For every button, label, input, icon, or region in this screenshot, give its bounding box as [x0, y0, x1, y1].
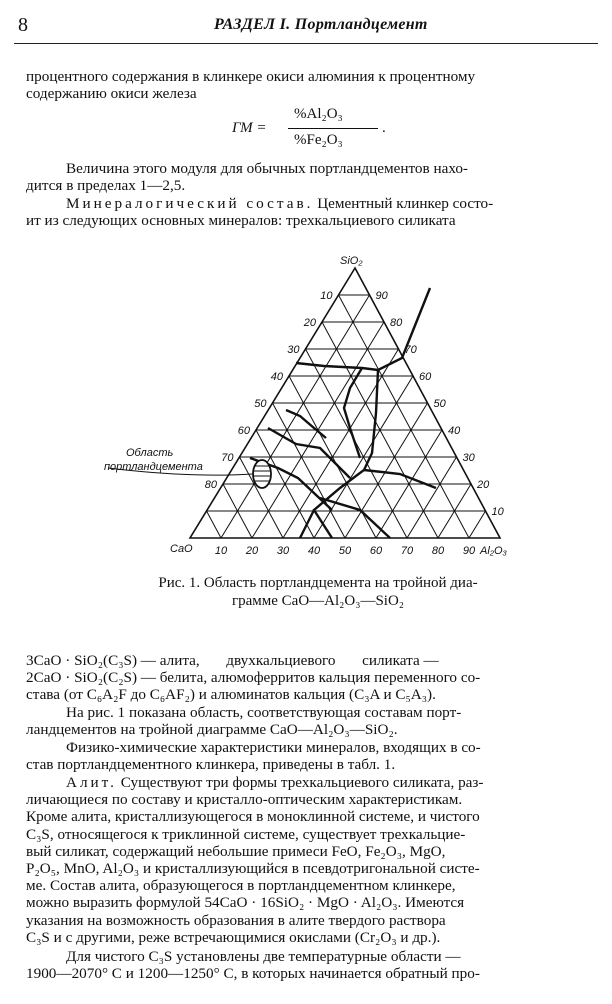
text-line: 2CaO · SiO₂(C₂S) — белита, алюмоферритов кальция переменного со-	[26, 669, 481, 687]
right-tick-label: 30	[462, 452, 475, 464]
left-tick-label: 20	[303, 317, 316, 329]
text-line	[26, 195, 594, 212]
formula-numerator: %Al₂O₃	[294, 106, 343, 122]
formula-period: .	[382, 120, 386, 136]
right-tick-label: 60	[419, 371, 432, 383]
portland-cement-area	[253, 460, 271, 488]
text-line: указания на возможность образования в алите твердого раствора	[26, 911, 446, 929]
grid-line	[283, 349, 399, 538]
text-line: става (от C₆A₂F до C₆AF₂) и алюминатов кальция (C₃A и C₅A₃).	[26, 686, 436, 704]
left-scale	[205, 290, 334, 491]
bottom-tick-label: 90	[462, 545, 476, 557]
right-tick-label: 20	[477, 479, 490, 491]
text-line: став портландцементного клинкера, приведены в табл. 1.	[26, 756, 396, 774]
text-line: содержанию окиси железа	[26, 85, 197, 103]
text-line: ит из следующих основных минералов: трехкальциевого силиката	[26, 212, 456, 230]
bottom-tick-label: 30	[276, 545, 290, 557]
right-tick-label: 70	[404, 344, 417, 356]
hydraulic-modulus-formula	[232, 104, 402, 156]
area-label-line1: Область	[126, 447, 174, 459]
bottom-tick-label: 50	[338, 545, 352, 557]
right-tick-label: 10	[491, 506, 504, 518]
text-line	[26, 774, 594, 791]
boundary-line	[296, 288, 430, 370]
left-tick-label: 30	[287, 344, 300, 356]
text-line: процентного содержания в клинкере окиси алюминия к процентному	[26, 68, 476, 85]
modulus-paragraph	[26, 160, 594, 194]
apex-label: SiO₂	[340, 255, 363, 267]
area-label-line2: портландцемента	[104, 461, 203, 473]
ternary-diagram-svg	[100, 248, 520, 568]
section-heading: Алит.	[66, 774, 117, 791]
left-tick-label: 40	[270, 371, 283, 383]
text-line: C₃S и с другими, реже встречающимися окислами (Cr₂O₃ и др.).	[26, 928, 441, 946]
caption-line: Рис. 1. Область портландцемента на тройной диа-	[158, 575, 478, 591]
section-heading: Минералогический состав.	[66, 195, 314, 212]
text-fragment: Цементный клинкер состо-	[313, 195, 494, 212]
right-tick-label: 50	[433, 398, 446, 410]
text-line: ме. Состав алита, образующегося в портландцементном клинкере,	[26, 877, 456, 895]
corner-label-cao: CaO	[170, 543, 193, 555]
left-tick-label: 10	[320, 290, 333, 302]
page-header	[14, 10, 598, 40]
page-number: 8	[18, 14, 28, 36]
figure-reference-paragraph	[26, 704, 594, 738]
boundary-line	[286, 410, 326, 438]
bottom-tick-label: 10	[214, 545, 228, 557]
running-head: РАЗДЕЛ I. Портландцемент	[214, 16, 428, 33]
right-tick-label: 40	[448, 425, 461, 437]
text-line: Кроме алита, кристаллизующегося в моноклинной системе, и чистого	[26, 808, 480, 826]
mineral-paragraph	[26, 195, 594, 229]
text-line: На рис. 1 показана область, соответствующая составам порт-	[66, 704, 462, 721]
text-line: личающиеся по составу и кристалло-оптическим характеристикам.	[26, 791, 463, 809]
text-line: Величина этого модуля для обычных портландцементов нахо-	[66, 160, 468, 177]
intro-paragraph	[26, 68, 594, 102]
header-rule	[14, 43, 598, 44]
right-tick-label: 80	[390, 317, 403, 329]
fraction-bar	[288, 128, 378, 129]
text-line: Физико-химические характеристики минералов, входящих в со-	[66, 739, 481, 756]
left-tick-label: 60	[237, 425, 250, 437]
text-line: дится в пределах 1—2,5.	[26, 177, 186, 195]
minerals-list-paragraph	[26, 652, 594, 704]
text-fragment: Существуют три формы трехкальциевого силиката, раз-	[116, 774, 484, 791]
text-line: можно выразить формулой 54CaO · 16SiO₂ · MgO · Al₂O₃. Имеются	[26, 894, 465, 912]
text-line: P₂O₅, MnO, Al₂O₃ и кристаллизующийся в псевдотригональной систе-	[26, 860, 480, 878]
grid-line	[469, 511, 486, 538]
figure-caption	[108, 574, 528, 610]
table-reference-paragraph	[26, 739, 594, 773]
text-line: вый силикат, содержащий небольшие примеси FeO, Fe₂O₃, MgO,	[26, 842, 446, 860]
bottom-tick-label: 60	[369, 545, 383, 557]
caption-line: грамме CaO—Al₂O₃—SiO₂	[231, 593, 405, 609]
corner-label-al2o3: Al₂O₃	[480, 545, 507, 557]
text-line: 3CaO · SiO₂(C₃S) — алита, двухкальциевого силиката —	[26, 652, 439, 669]
grid-line	[345, 403, 428, 538]
bottom-tick-label: 40	[307, 545, 321, 557]
alite-paragraph	[26, 774, 594, 946]
formula-lhs: ГМ =	[232, 120, 267, 136]
grid-line	[339, 295, 470, 538]
formula-denominator: %Fe₂O₃	[294, 132, 343, 148]
right-tick-label: 90	[375, 290, 388, 302]
text-line: Для чистого C₃S установлены две температурные области —	[66, 948, 461, 965]
boundary-line	[314, 370, 378, 538]
pure-c3s-paragraph	[26, 948, 594, 982]
left-tick-label: 70	[221, 452, 234, 464]
bottom-tick-label: 20	[245, 545, 259, 557]
left-tick-label: 50	[254, 398, 267, 410]
text-line: 1900—2070° С и 1200—1250° С, в которых начинается обратный про-	[26, 965, 480, 983]
left-tick-label: 80	[204, 479, 217, 491]
text-line: C₃S, относящегося к триклинной системе, существует трехкальцие-	[26, 825, 466, 843]
bottom-tick-label: 80	[431, 545, 445, 557]
text-line: ландцементов на тройной диаграмме CaO—Al₂O₃—SiO₂.	[26, 721, 398, 739]
bottom-tick-label: 70	[400, 545, 414, 557]
grid-line	[207, 511, 222, 538]
bottom-scale	[215, 545, 476, 557]
ternary-diagram	[100, 248, 520, 568]
